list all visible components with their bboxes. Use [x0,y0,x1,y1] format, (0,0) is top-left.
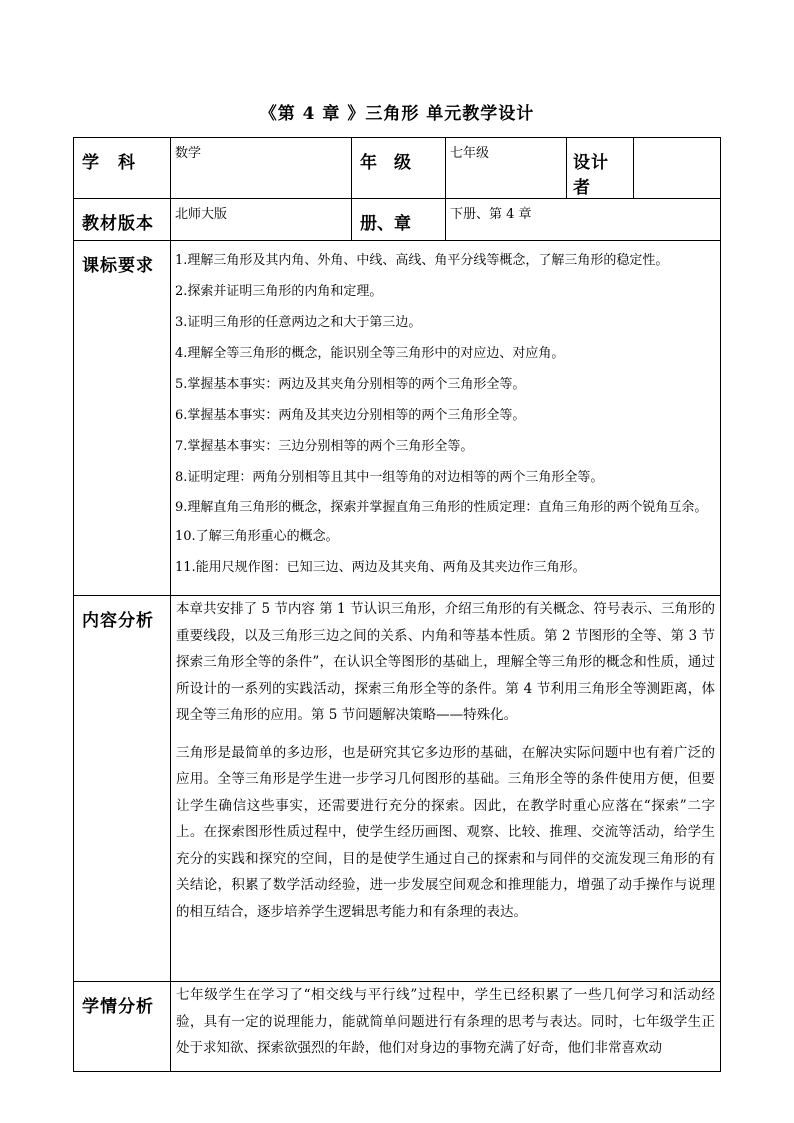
volume-value: 下册、第 4 章 [446,199,721,241]
student-analysis-label: 学情分析 [74,982,171,1072]
content-analysis-text [171,596,721,982]
edition-value: 北师大版 [171,199,352,241]
curriculum-label: 课标要求 [74,241,171,596]
curriculum-list [171,241,721,596]
page-title: 《第 4 章 》三角形 单元教学设计 [259,104,535,124]
curriculum-item: 3.证明三角形的任意两边之和大于第三边。 [175,315,422,330]
grade-label: 年 级 [352,138,446,199]
info-row-1 [74,138,721,199]
curriculum-item: 8.证明定理：两角分别相等且其中一组等角的对边相等的两个三角形全等。 [175,470,604,485]
curriculum-row [74,241,721,596]
design-table [73,137,721,1072]
student-analysis-text [171,982,721,1072]
info-row-2 [74,199,721,241]
edition-label: 教材版本 [74,199,171,241]
curriculum-item: 10.了解三角形重心的概念。 [175,529,339,544]
curriculum-item: 1.理解三角形及其内角、外角、中线、高线、角平分线等概念，了解三角形的稳定性。 [175,253,669,268]
curriculum-item: 2.探索并证明三角形的内角和定理。 [175,284,383,299]
volume-label: 册、章 [352,199,446,241]
curriculum-item: 5.掌握基本事实：两边及其夹角分别相等的两个三角形全等。 [175,377,526,392]
curriculum-item: 4.理解全等三角形的概念，能识别全等三角形中的对应边、对应角。 [175,346,565,361]
subject-label: 学 科 [74,138,171,199]
content-analysis-row [74,596,721,982]
curriculum-item: 7.掌握基本事实：三边分别相等的两个三角形全等。 [175,439,474,454]
curriculum-item: 6.掌握基本事实：两角及其夹边分别相等的两个三角形全等。 [175,408,526,423]
designer-value [634,138,721,199]
student-analysis-row [74,982,721,1072]
content-paragraph: 三角形是最简单的多边形，也是研究其它多边形的基础，在解决实际问题中也有着广泛的应用。全等三角形是学生进一步学习几何图形的基础。三角形全等的条件使用方便，但要让学生确信这些事实，还需要进行充分的探索。因此，在教学时重心应落在“探索”二字上。在探索图形性质过程中，使学生经历画图、观察、比较、推理、交流等活动，给学生充分的实践和探究的空间，目的是使学生通过自己的探索和与同伴的交流发现三角形的有关结论，积累了数学活动经验，进一步发展空间观念和推理能力，增强了动手操作与说理的相互结合，逐步培养学生逻辑思考能力和有条理的表达。 [176,744,715,920]
curriculum-item: 9.理解直角三角形的概念，探索并掌握直角三角形的性质定理：直角三角形的两个锐角互余。 [175,500,708,515]
student-paragraph: 七年级学生在学习了“相交线与平行线”过程中，学生已经积累了一些几何学习和活动经验，具有一定的说理能力，能就简单问题进行有条理的思考与表达。同时，七年级学生正处于求知欲、探索欲强烈的年龄，他们对身边的事物充满了好奇，他们非常喜欢动 [176,987,715,1056]
content-analysis-label: 内容分析 [74,596,171,982]
subject-value: 数学 [171,138,352,199]
designer-label: 设计者 [567,138,634,199]
curriculum-item: 11.能用尺规作图：已知三边、两边及其夹角、两角及其夹边作三角形。 [175,560,586,575]
content-paragraph: 本章共安排了 5 节内容 第 1 节认识三角形，介绍三角形的有关概念、符号表示、三角形的重要线段，以及三角形三边之间的关系、内角和等基本性质。第 2 节图形的全等、第 3 节探索三角形全等的条件”，在认识全等图形的基础上，理解全等三角形的概念和性质，通过所设计的一系列的实践活动，探索三角形全等的条件。第 4 节利用三角形全等测距离，体现全等三角形的应用。第 5 节问题解决策略——特殊化。 [176,601,715,723]
grade-value: 七年级 [446,138,567,199]
